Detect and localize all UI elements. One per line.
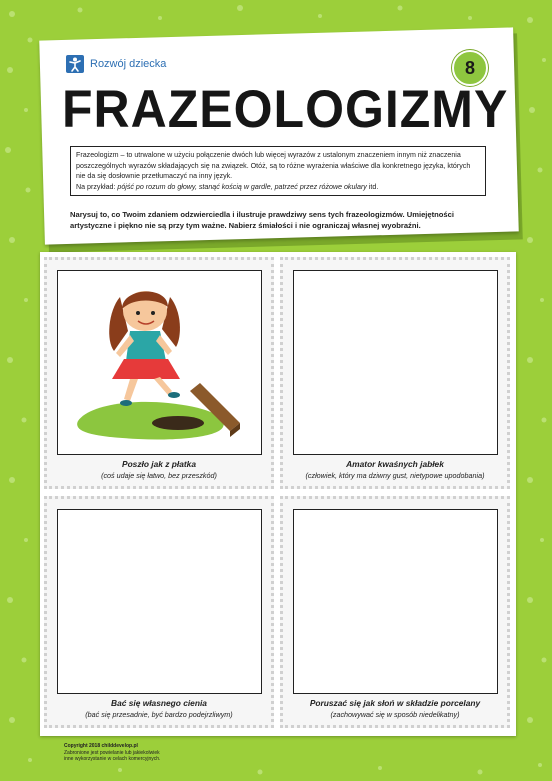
drawing-frame[interactable] <box>57 509 262 694</box>
panel-description: (człowiek, który ma dziwny gust, nietypowe upodobania) <box>305 471 485 480</box>
panel-3 <box>44 496 274 728</box>
panel-title: Amator kwaśnych jabłek <box>346 459 444 469</box>
panel-description: (bać się przesadnie, być bardzo podejrzliwym) <box>85 710 233 719</box>
page-title: FRAZEOLOGIZMY <box>62 79 509 139</box>
girl-jumping-illustration <box>58 271 263 456</box>
footer-line-2: Zabronione jest powielanie lub jakiekolwiek <box>64 749 160 756</box>
footer <box>64 743 160 763</box>
drawing-frame[interactable] <box>293 509 498 694</box>
example-suffix: itd. <box>366 182 379 191</box>
definition-text: Frazeologizm – to utrwalone w użyciu połączenie dwóch lub więcej wyrazów z ustalonym znaczeniem innym niż znaczenia poszczególnych wyrazów składających się na związek. Otóż, są to różne wyrażenia właściwe dla konkretnego języka, których nie da się dosłownie przetłumaczyć na inny język. <box>76 151 471 181</box>
drawing-frame[interactable] <box>57 270 262 455</box>
example-prefix: Na przykład: <box>76 182 118 191</box>
panel-description: (zachowywać się w sposób niedelikatny) <box>330 710 460 719</box>
panel-title: Poszło jak z płatka <box>121 459 196 469</box>
child-figure-icon <box>66 55 84 73</box>
panel-1 <box>44 257 274 489</box>
copyright: Copyright 2018 childdevelop.pl <box>64 743 138 749</box>
panel-title: Poruszać się jak słoń w składzie porcelany <box>309 698 481 708</box>
definition-box <box>70 146 486 196</box>
brand-name: Rozwój dziecka <box>90 58 167 70</box>
panel-title: Bać się własnego cienia <box>111 698 207 708</box>
drawing-frame[interactable] <box>293 270 498 455</box>
instructions: Narysuj to, co Twoim zdaniem odzwierciedla i ilustruje prawdziwy sens tych frazeologizmów. Umiejętności artystyczne i piękno nie są przy tym ważne. Nabierz śmiałości i nie ograniczaj własnej wyobraźni. <box>70 210 454 230</box>
definition-example <box>76 182 480 193</box>
example-phrases: pójść po rozum do głowy, stanąć kością w gardle, patrzeć przez różowe okulary <box>117 182 367 191</box>
panel-4 <box>280 496 510 728</box>
panel-description: (coś udaje się łatwo, bez przeszkód) <box>101 471 217 480</box>
panel-2 <box>280 257 510 489</box>
brand-logo <box>66 54 166 74</box>
worksheet-number-badge: 8 <box>452 50 488 86</box>
footer-line-3: inne wykorzystanie w celach komercyjnych. <box>64 756 161 762</box>
